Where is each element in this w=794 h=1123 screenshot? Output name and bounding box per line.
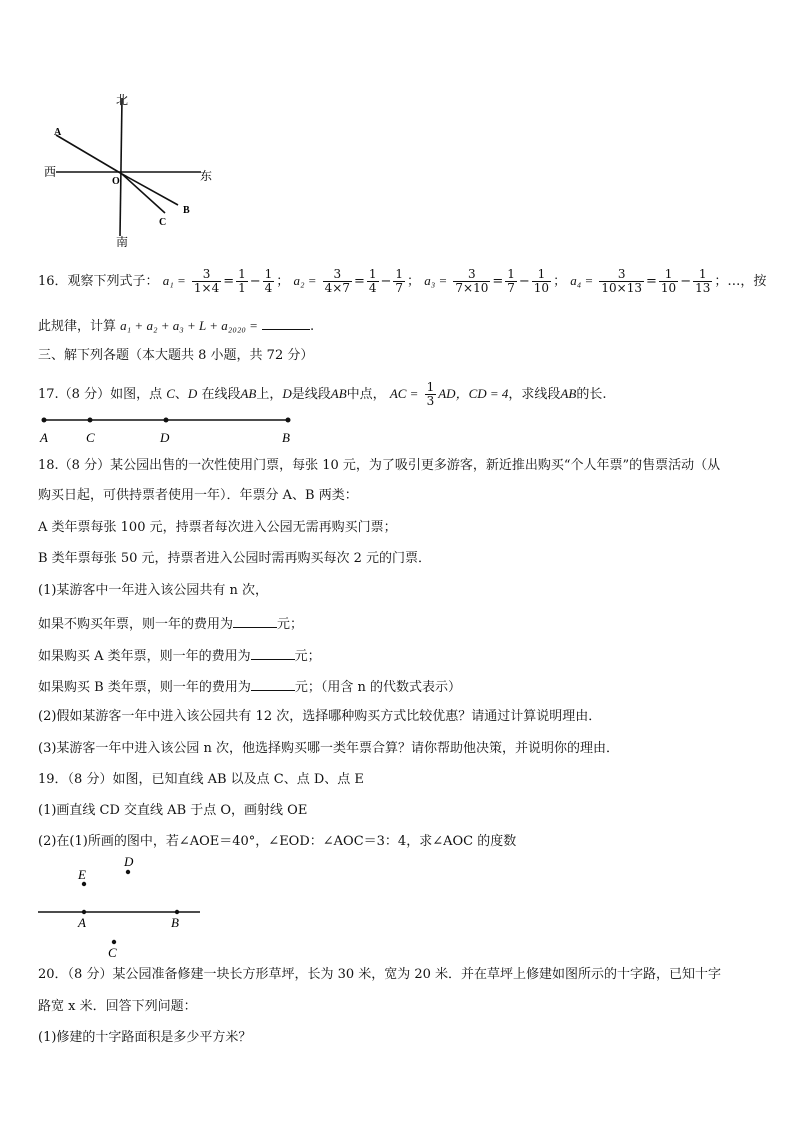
- q18-line2: 购买日起，可供持票者使用一年）．年票分 A、B 两类：: [38, 488, 358, 503]
- point-d: [164, 418, 169, 423]
- q18-line3: A 类年票每张 100 元，持票者每次进入公园无需再购买门票；: [38, 520, 397, 535]
- q17-t3: 上，: [256, 387, 283, 402]
- q18-blank-2[interactable]: [251, 646, 295, 660]
- q16-eq4-frac: $\frac{3}{10\times 13}$: [601, 267, 642, 295]
- q16-line1: 16．观察下列式子： a₁ = $\frac{3}{1\times 4}$ = $\frac{1}{1}$ − $\frac{1}{4}$ ； a₂ = $\frac{3}{4\times 7}$ = $\frac{1}{4}$ − $\frac{1}{7}$ ； a₃ = $\frac{3}{7\times 10}$ = $\frac{1}{7}$ − $\frac{1}{10}$ ； a₄ = $\frac{3}{10\times 13}$ = $\frac{1}{10}$ − $\frac{1}{13}$ ；…，按: [38, 267, 767, 295]
- q19-line2: (1)画直线 CD 交直线 AB 于点 O，画射线 OE: [38, 803, 308, 818]
- q16-eq4-lhs: a₄ =: [570, 273, 594, 288]
- q17-ab: AB: [240, 386, 257, 401]
- q19-line3: (2)在(1)所画的图中，若∠AOE＝40°，∠EOD：∠AOC＝3：4，求∠AOC 的度数: [38, 834, 517, 849]
- q18-line6: [38, 614, 303, 634]
- q16-eq1-frac: $\frac{3}{1\times 4}$: [193, 267, 220, 295]
- q16-eq4-r2: $\frac{1}{13}$: [695, 267, 711, 295]
- q18-line7: [38, 646, 321, 666]
- q16-line2-end: .: [310, 319, 315, 334]
- ray-oa: [56, 135, 122, 174]
- q16-prefix: 16．观察下列式子：: [38, 274, 159, 289]
- q17-t1: 17.（8 分）如图，点: [38, 387, 163, 402]
- q17-frac: $\frac{1}{3}$: [426, 380, 435, 408]
- point-c: [112, 940, 116, 944]
- q17-d: D: [187, 386, 198, 401]
- point-a: [42, 418, 47, 423]
- compass-figure: [36, 88, 226, 253]
- q16-eq2-r2: $\frac{1}{7}$: [395, 267, 404, 295]
- q17-t7: 的长.: [576, 387, 607, 402]
- q18-l8-text: 如果购买 B 类年票，则一年的费用为: [38, 680, 251, 695]
- q17-ab3: AB: [560, 386, 577, 401]
- q18-blank-1[interactable]: [233, 614, 277, 628]
- q16-line2-prefix: 此规律，计算: [38, 319, 117, 334]
- q18-l7-end: 元；: [294, 649, 321, 664]
- q16-eq1-r2: $\frac{1}{4}$: [264, 267, 273, 295]
- label-east: 东: [200, 169, 213, 183]
- label-e: E: [78, 867, 86, 882]
- q17-t5: 中点，: [346, 387, 386, 402]
- point-c: [88, 418, 93, 423]
- q17-c: C: [166, 386, 175, 401]
- q20-line3: (1)修建的十字路面积是多少平方米？: [38, 1030, 252, 1045]
- label-c: C: [159, 217, 167, 228]
- point-b: [175, 910, 179, 914]
- label-c: C: [86, 430, 95, 445]
- q17-segment-figure: [36, 410, 306, 446]
- label-b: B: [282, 430, 290, 445]
- q16-eq2-r1: $\frac{1}{4}$: [368, 267, 377, 295]
- q16-eq3-frac: $\frac{3}{7\times 10}$: [455, 267, 489, 295]
- q18-line10: (3)某游客一年中进入该公园 n 次，他选择购买哪一类年票合算？请你帮助他决策，并说明你的理由．: [38, 741, 620, 756]
- label-d: D: [160, 430, 170, 445]
- label-south: 南: [116, 235, 129, 249]
- point-e: [82, 882, 86, 886]
- q18-l6-text: 如果不购买年票，则一年的费用为: [38, 617, 234, 632]
- label-d: D: [124, 854, 134, 869]
- label-b: B: [171, 915, 179, 930]
- q16-eq2-lhs: a₂ =: [293, 273, 317, 288]
- label-a: A: [40, 430, 48, 445]
- q18-l7-text: 如果购买 A 类年票，则一年的费用为: [38, 649, 251, 664]
- q18-line9: (2)假如某游客一年中进入该公园共有 12 次，选择哪种购买方式比较优惠？请通过计算说明理由．: [38, 709, 602, 724]
- q16-eq2-frac: $\frac{3}{4\times 7}$: [324, 267, 350, 295]
- label-c: C: [108, 945, 117, 960]
- q20-line1: 20．（8 分）某公园准备修建一块长方形草坪，长为 30 米，宽为 20 米．并在草坪上修建如图所示的十字路，已知十字: [38, 967, 722, 982]
- q16-eq4-r1: $\frac{1}{10}$: [660, 267, 677, 295]
- q18-line4: B 类年票每张 50 元，持票者进入公园时需再购买每次 2 元的门票．: [38, 551, 432, 566]
- q17-ab2: AB: [330, 386, 347, 401]
- q17-ac: AC =: [389, 386, 419, 401]
- q17-text: 17.（8 分）如图，点 C、D 在线段AB上，D是线段AB中点， AC = $\frac{1}{3}$ AD，CD = 4，求线段AB的长.: [38, 380, 607, 408]
- label-north: 北: [116, 93, 129, 107]
- q20-line2: 路宽 x 米．回答下列问题：: [38, 999, 197, 1014]
- q18-line1: 18.（8 分）某公园出售的一次性使用门票，每张 10 元，为了吸引更多游客，新近推出购买“个人年票”的售票活动（从: [38, 458, 721, 473]
- q17-t2: 在线段: [201, 387, 241, 402]
- point-b: [286, 418, 291, 423]
- q16-eq3-lhs: a₃ =: [424, 273, 448, 288]
- q16-eq3-r2: $\frac{1}{10}$: [533, 267, 550, 295]
- q17-cd: ，CD = 4: [455, 386, 509, 401]
- label-a: A: [54, 127, 62, 138]
- point-d: [126, 870, 130, 874]
- q16-eq1-r1: $\frac{1}{1}$: [238, 267, 246, 295]
- q18-line8: [38, 677, 461, 697]
- label-a: A: [78, 915, 86, 930]
- q17-d2: D: [282, 386, 292, 401]
- q19-figure: [36, 853, 206, 963]
- section3-heading: 三、解下列各题（本大题共 8 小题，共 72 分）: [38, 348, 314, 363]
- q18-l8-end: 元；（用含 n 的代数式表示）: [294, 680, 461, 695]
- q16-line2: [38, 316, 314, 336]
- q17-t6: ，求线段: [508, 387, 561, 402]
- label-o: O: [112, 176, 120, 187]
- point-a: [82, 910, 86, 914]
- q18-line5: (1)某游客中一年进入该公园共有 n 次，: [38, 583, 269, 598]
- q16-tail: ；…，按: [714, 274, 767, 289]
- q17-t4: 是线段: [291, 387, 331, 402]
- q16-eq1-lhs: a₁ =: [162, 273, 186, 288]
- north-south-line: [120, 98, 122, 236]
- label-b: B: [183, 205, 190, 216]
- q16-sum-expr: a₁ + a₂ + a₃ + L + a₂₀₂₀ =: [120, 318, 258, 333]
- q19-line1: 19．（8 分）如图，已知直线 AB 以及点 C、点 D、点 E: [38, 772, 364, 787]
- q18-blank-3[interactable]: [251, 677, 295, 691]
- q16-answer-blank[interactable]: [262, 316, 310, 330]
- q17-ad: AD: [438, 386, 456, 401]
- q16-eq3-r1: $\frac{1}{7}$: [507, 267, 515, 295]
- label-west: 西: [44, 165, 57, 179]
- q18-l6-end: 元；: [277, 617, 304, 632]
